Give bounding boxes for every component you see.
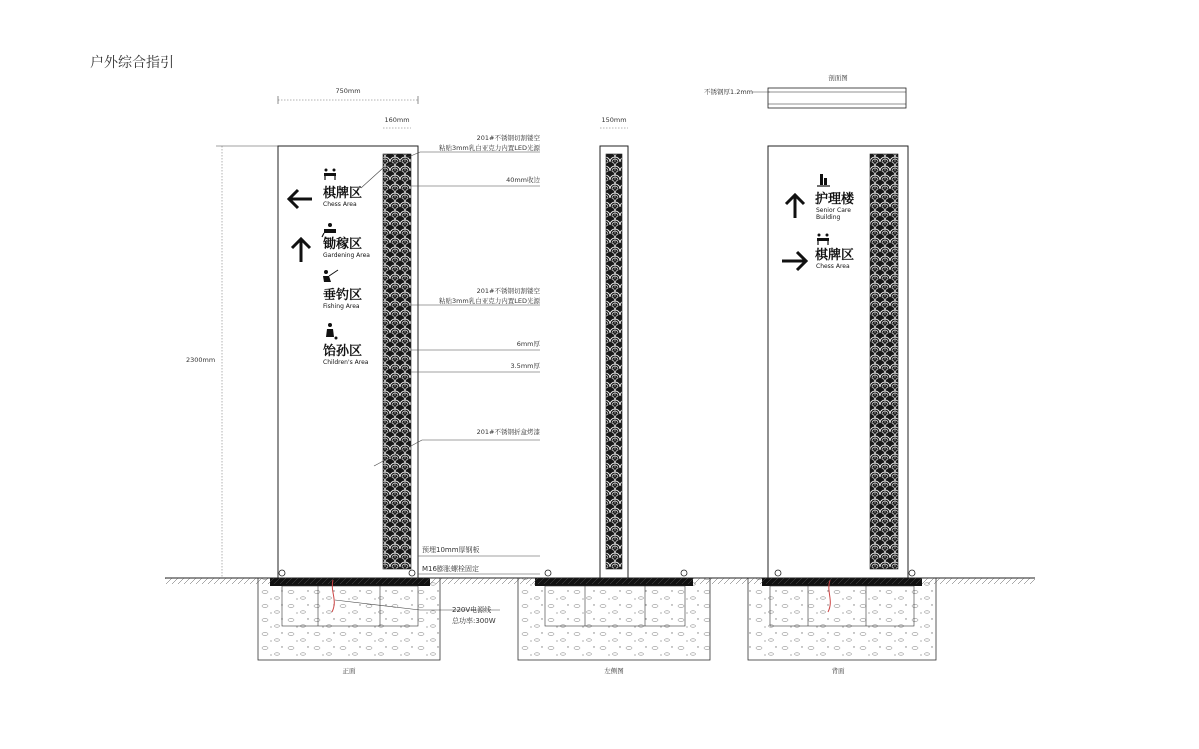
page-title: 户外综合指引 [90, 55, 174, 71]
back-view [748, 146, 936, 675]
annotation-text: 40mm收边 [506, 176, 540, 184]
view-label-left: 左侧图 [604, 667, 624, 675]
annotation-text: 粘贴3mm乳白亚克力内置LED光源 [438, 297, 540, 305]
section-note: 不锈钢厚1.2mm [704, 88, 754, 96]
annotation-text: 总功率:300W [452, 617, 496, 625]
annotation-text: 预埋10mm厚钢板 [422, 546, 480, 554]
annotation-text: 6mm厚 [516, 340, 540, 348]
sign-label-cn: 饴孙区 [323, 344, 363, 359]
sign-label-cn: 棋牌区 [323, 186, 363, 201]
sign-label-en: Children's Area [323, 359, 369, 366]
annotation-text: 粘贴3mm乳白亚克力内置LED光源 [438, 144, 540, 152]
view-label-back: 背面 [831, 667, 845, 675]
sign-label-cn: 护理楼 [815, 192, 855, 207]
annotation-text: 201#不锈钢切割镂空 [476, 134, 540, 142]
dim-panel-label: 160mm [384, 116, 410, 124]
annotation-text: 3.5mm厚 [510, 362, 540, 370]
dim-height-label: 2300mm [186, 356, 216, 364]
annotation-text: 220V电源线 [452, 606, 492, 614]
sign-label-cn: 垂钓区 [323, 288, 363, 303]
dim-width-label: 750mm [335, 87, 361, 95]
view-label-section: 剖面图 [828, 74, 848, 82]
front-view [186, 87, 540, 675]
section-view [704, 73, 906, 108]
sign-label-en: Gardening Area [323, 252, 370, 259]
sign-label-en: Building [816, 214, 841, 221]
side-foundation [518, 578, 710, 660]
sign-label-en: Fishing Area [323, 303, 360, 310]
annotation-text: M16膨胀螺栓固定 [422, 565, 479, 573]
ground-line [165, 578, 1035, 584]
front-foundation [258, 570, 440, 675]
left-view [518, 116, 710, 675]
front-pattern-strip [383, 154, 411, 569]
sign-label-cn: 锄稼区 [323, 237, 363, 252]
side-pattern-strip [606, 154, 622, 569]
annotation-text: 201#不锈钢折盒烤漆 [476, 428, 540, 436]
sign-label-en: Chess Area [816, 263, 850, 270]
annotation-text: 201#不锈钢切割镂空 [476, 287, 540, 295]
dim-side-label: 150mm [601, 116, 627, 124]
back-pattern-strip [870, 154, 898, 569]
sign-label-en: Senior Care [816, 207, 851, 214]
sign-label-cn: 棋牌区 [815, 248, 855, 263]
section-profile [768, 88, 906, 108]
view-label-front: 正面 [342, 667, 356, 675]
sign-label-en: Chess Area [323, 201, 357, 208]
back-foundation [748, 578, 936, 660]
